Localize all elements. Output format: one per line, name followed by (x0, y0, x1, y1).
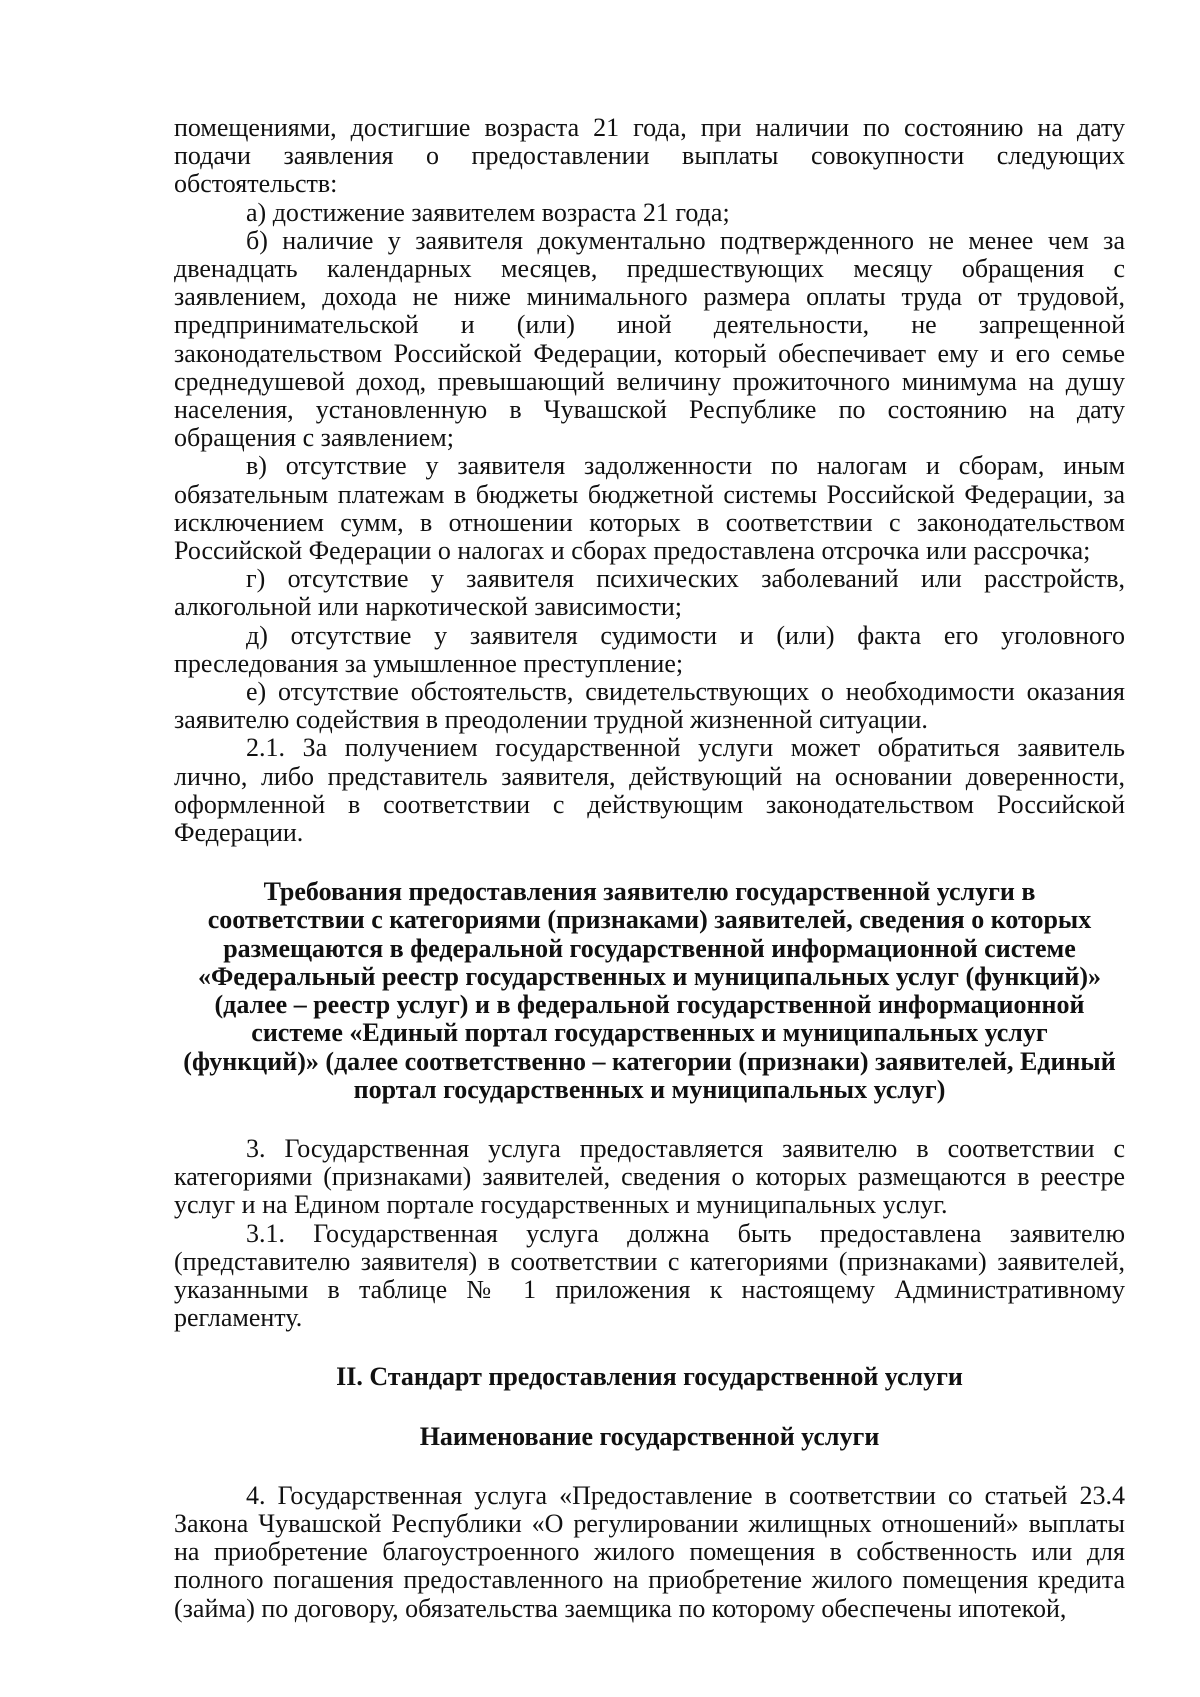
document-page (174, 114, 1125, 1623)
heading-requirements: Требования предоставления заявителю государственной услуги в соответствии с категориями (признаками) заявителей, сведения о которых размещаются в федеральной государственной информационной системе «Федеральный реестр государственных и муниципальных услуг (функций)» (далее – реестр услуг) и в федеральной государственной информационной системе «Единый портал государственных и муниципальных услуг (функций)» (далее соответственно – категории (признаки) заявителей, Единый портал государственных и муниципальных услуг) (183, 877, 1116, 1104)
section-title: II. Стандарт предоставления государственной услуги (336, 1362, 963, 1392)
paragraph-3: 3. Государственная услуга предоставляется заявителю в соответствии с категориями (признаками) заявителей, сведения о которых размещаются в реестре услуг и на Едином портале государственных и муниципальных услуг. (174, 1133, 1125, 1220)
paragraph-item-v: в) отсутствие у заявителя задолженности по налогам и сборам, иным обязательным платежам в бюджеты бюджетной системы Российской Федерации, за исключением сумм, в отношении которых в соответствии с законодательством Российской Федерации о налогах и сборах предоставлена отсрочка или рассрочка; (174, 451, 1125, 566)
paragraph-2-1: 2.1. За получением государственной услуги может обратиться заявитель лично, либо представитель заявителя, действующий на основании доверенности, оформленной в соответствии с действующим законодательством Российской Федерации. (174, 733, 1125, 848)
paragraph-item-a: а) достижение заявителем возраста 21 года; (246, 197, 730, 227)
paragraph-item-g: г) отсутствие у заявителя психических заболеваний или расстройств, алкогольной или наркотической зависимости; (174, 564, 1125, 622)
paragraph-3-1: 3.1. Государственная услуга должна быть предоставлена заявителю (представителю заявителя) в соответствии с категориями (признаками) заявителей, указанными в таблице № 1 приложения к настоящему Административному регламенту. (174, 1218, 1125, 1333)
subsection-title: Наименование государственной услуги (419, 1421, 880, 1451)
paragraph-item-d: д) отсутствие у заявителя судимости и (или) факта его уголовного преследования за умышленное преступление; (174, 620, 1125, 678)
paragraph-continuation: помещениями, достигшие возраста 21 года, при наличии по состоянию на дату подачи заявления о предоставлении выплаты совокупности следующих обстоятельств: (174, 113, 1125, 199)
paragraph-item-b: б) наличие у заявителя документально подтвержденного не менее чем за двенадцать календарных месяцев, предшествующих месяцу обращения с заявлением, дохода не ниже минимального размера оплаты труда от трудовой, предпринимательской и (или) иной деятельности, не запрещенной законодательством Российской Федерации, который обеспечивает ему и его семье среднедушевой доход, превышающий величину прожиточного минимума на душу населения, установленную в Чувашской Республике по состоянию на дату обращения с заявлением; (174, 225, 1125, 453)
paragraph-item-e: е) отсутствие обстоятельств, свидетельствующих о необходимости оказания заявителю содействия в преодолении трудной жизненной ситуации. (174, 677, 1125, 735)
paragraph-4: 4. Государственная услуга «Предоставление в соответствии со статьей 23.4 Закона Чувашской Республики «О регулировании жилищных отношений» выплаты на приобретение благоустроенного жилого помещения в собственность или для полного погашения предоставленного на приобретение жилого помещения кредита (займа) по договору, обязательства заемщика по которому обеспечены ипотекой, (174, 1480, 1125, 1623)
